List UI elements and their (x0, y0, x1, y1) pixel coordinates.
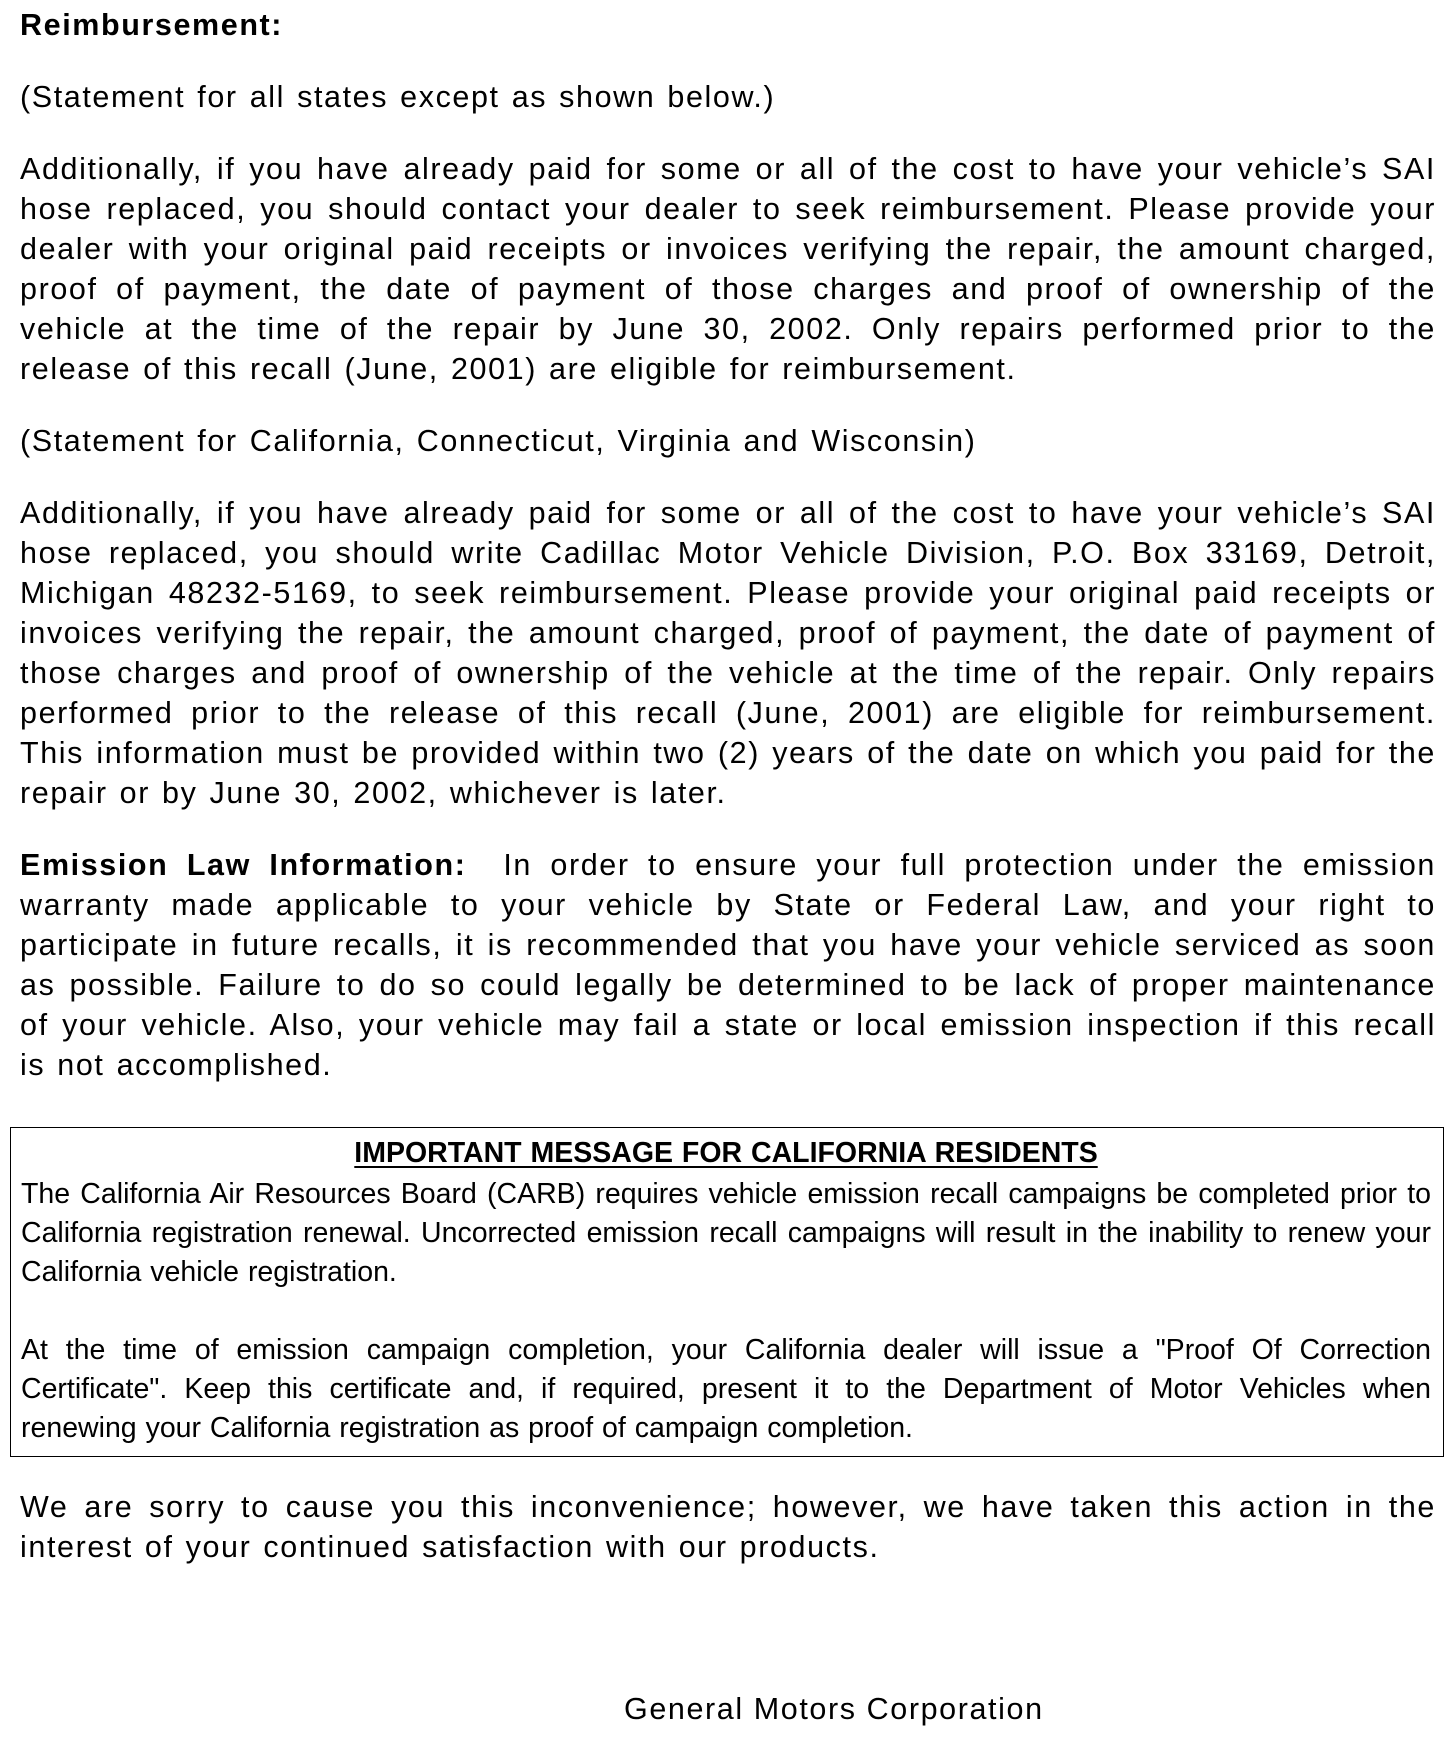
signature: General Motors Corporation (624, 1692, 1044, 1726)
reimbursement-paragraph-all-states: Additionally, if you have already paid for some or all of the cost to have your vehicle’s SAI hose replaced, you should contact your dealer to seek reimbursement. Please provide your dealer with your original paid receipts or invoices verifying the repair, the amount charged, proof of payment, the date of payment of those charges and proof of ownership of the vehicle at the time of the repair by June 30, 2002. Only repairs performed prior to the release of this recall (June, 2001) are eligible for reimbursement. (20, 152, 1436, 386)
emission-law-text: In order to ensure your full protection under the emission warranty made applicable to your vehicle by State or Federal Law, and your right to participate in future recalls, it is recommended that you have your vehicle serviced as soon as possible. Failure to do so could legally be determined to be lack of proper maintenance of your vehicle. Also, your vehicle may fail a state or local emission inspection if this recall is not accomplished. (20, 848, 1436, 1082)
california-notice-title: IMPORTANT MESSAGE FOR CALIFORNIA RESIDENTS (354, 1137, 1098, 1169)
reimbursement-paragraph-specific-states: Additionally, if you have already paid for some or all of the cost to have your vehicle’s SAI hose replaced, you should write Cadillac Motor Vehicle Division, P.O. Box 33169, Detroit, Michigan 48232-5169, to seek reimbursement. Please provide your original paid receipts or invoices verifying the repair, the amount charged, proof of payment, the date of payment of those charges and proof of ownership of the vehicle at the time of the repair. Only repairs performed prior to the release of this recall (June, 2001) are eligible for reimbursement. This information must be provided within two (2) years of the date on which you paid for the repair or by June 30, 2002, whichever is later. (20, 496, 1436, 810)
closing-paragraph: We are sorry to cause you this inconvenience; however, we have taken this action in the interest of your continued satisfaction with our products. (20, 1490, 1436, 1564)
california-notice-paragraph-2: At the time of emission campaign completion, your California dealer will issue a "Proof Of Correction Certificate". Keep this certificate and, if required, present it to the Department of Motor Vehicles when renewing your California registration as proof of campaign completion. (21, 1334, 1431, 1444)
statement-all-states: (Statement for all states except as shown below.) (20, 80, 776, 114)
california-notice-paragraph-1: The California Air Resources Board (CARB) requires vehicle emission recall campaigns be completed prior to California registration renewal. Uncorrected emission recall campaigns will result in the inability to renew your California vehicle registration. (21, 1178, 1431, 1288)
letter-page (20, 0, 1436, 1567)
emission-law-heading: Emission Law Information: (20, 848, 467, 882)
reimbursement-heading: Reimbursement: (20, 8, 284, 42)
emission-law-paragraph (20, 845, 1436, 1085)
california-notice-box (10, 1127, 1444, 1457)
statement-specific-states: (Statement for California, Connecticut, Virginia and Wisconsin) (20, 424, 977, 458)
